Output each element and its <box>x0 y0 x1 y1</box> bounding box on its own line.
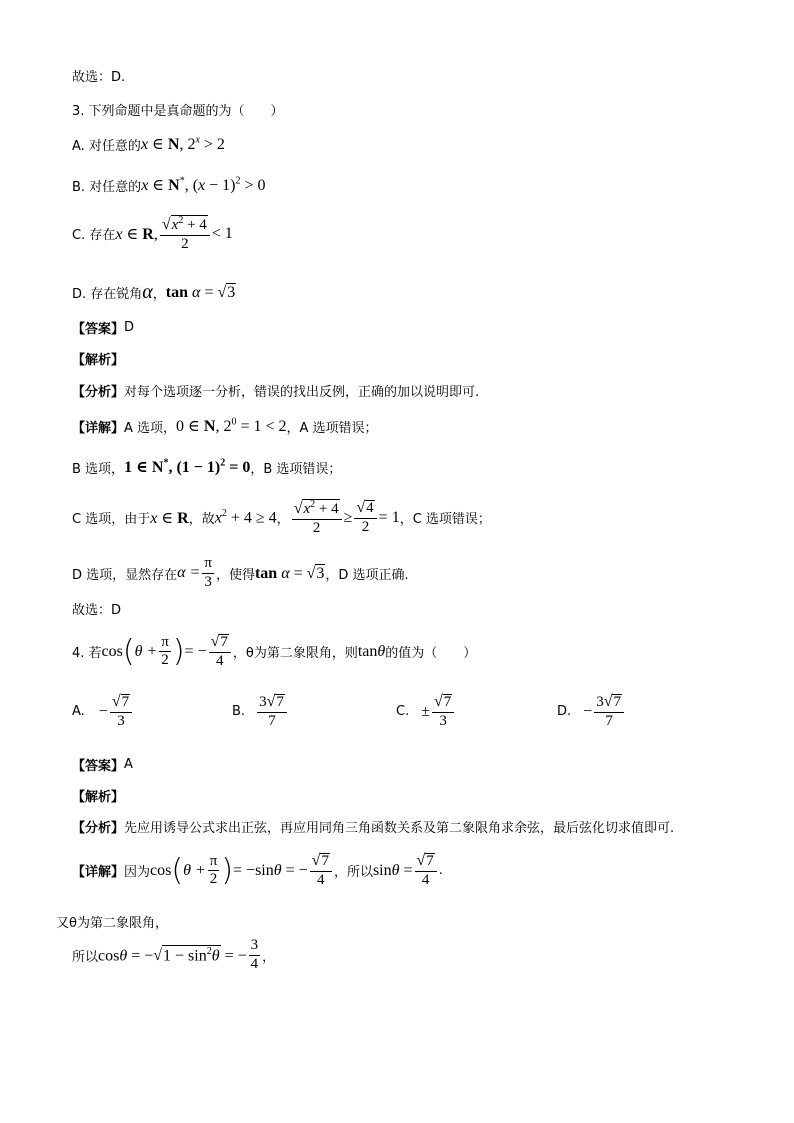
answer-tag: 【答案】 <box>72 759 125 774</box>
math-expr: = 1 <box>378 508 400 526</box>
q3-option-d <box>72 281 236 304</box>
fraction: √ 4 2 <box>354 500 376 536</box>
option-label: A. 对任意的 <box>72 138 141 154</box>
detail-3-c <box>72 499 491 537</box>
q3-option-c <box>72 215 233 253</box>
text: ， <box>276 512 290 528</box>
text: ，故 <box>188 512 215 528</box>
fenxi-3 <box>72 381 479 400</box>
option-label: B. <box>232 704 246 720</box>
answer-4 <box>72 755 133 774</box>
q4-option-c <box>396 694 456 730</box>
math-expr: x ∈ N*, $(x - 1)^2 > 0$ <box>141 175 266 194</box>
separator: ， <box>152 287 166 302</box>
fraction: √ 7 4 <box>415 853 437 889</box>
text: A 选项， <box>124 420 177 436</box>
text: 的值为（ ） <box>385 646 477 662</box>
text: 4. 若 <box>72 646 102 662</box>
answer-3 <box>72 318 134 337</box>
fraction: $\frac{\pi}{2}$ <box>161 633 169 669</box>
math-expr: α = <box>177 564 201 582</box>
math-expr: tanθ <box>357 642 386 660</box>
math-expr: − <box>583 702 593 720</box>
math-expr: − <box>98 702 108 720</box>
fenxi-tag: 【分析】 <box>72 385 125 400</box>
text: ， <box>262 949 276 965</box>
fraction: 3 √ 7 7 <box>257 694 287 730</box>
math-expr: < 1 <box>211 224 233 242</box>
text: 所以 <box>72 949 99 965</box>
answer-value: D <box>124 320 135 335</box>
detail-tag: 【详解】 <box>72 420 125 436</box>
conclusion-line-1 <box>72 66 125 85</box>
q3-option-b <box>72 175 266 195</box>
math-expr: $x^2 + 4 \ge 4$ <box>214 508 277 527</box>
text: . <box>438 863 443 879</box>
fenxi-text: 对每个选项逐一分析，错误的找出反例，正确的加以说明即可. <box>124 385 480 400</box>
fenxi-4 <box>72 817 674 836</box>
q4-option-b <box>232 694 289 730</box>
math-expr: x ∈ N, $2^x > 2$ <box>140 134 225 153</box>
text: 因为 <box>124 865 151 881</box>
text: ，C 选项错误； <box>399 512 491 528</box>
math-expr: = − <box>184 642 207 660</box>
fraction: 3 √ 7 7 <box>594 694 624 730</box>
math-expr: ≥ <box>343 508 353 526</box>
q3-option-a <box>72 134 225 154</box>
text: ，使得 <box>215 567 255 583</box>
text: D 选项，显然存在 <box>72 567 178 583</box>
text: ，所以 <box>333 865 373 881</box>
answer-tag: 【答案】 <box>72 322 125 337</box>
math-alpha: α <box>142 281 153 303</box>
math-expr: cos <box>101 642 123 660</box>
math-expr: cos <box>150 861 172 879</box>
fraction: √ $x^2 + 4$ 2 <box>292 499 342 537</box>
fraction: $\frac{\pi}{2}$ <box>209 852 218 888</box>
math-expr: ± <box>421 702 430 720</box>
paren: ) <box>172 633 185 669</box>
math-expr: tan α = √ 3 <box>165 284 236 301</box>
text: ，θ为第二象限角，则 <box>232 646 358 662</box>
line-suoyi <box>72 938 275 973</box>
text: 故选：D. <box>72 70 126 85</box>
option-label: C. <box>396 704 410 720</box>
fenxi-text: 先应用诱导公式求出正弦，再应用同角三角函数关系及第二象限角求余弦，最后弦化切求值即可. <box>124 821 675 836</box>
math-expr: x ∈ R, <box>115 225 158 243</box>
paren: ( <box>171 852 184 888</box>
text: C 选项，由于 <box>72 512 151 528</box>
paren: ) <box>221 852 234 888</box>
text: ，D 选项正确. <box>325 567 409 583</box>
detail-tag: 【详解】 <box>72 865 125 881</box>
analysis-heading-3 <box>72 349 124 368</box>
option-label: D. 存在锐角 <box>72 287 143 302</box>
question-3-stem <box>72 100 284 119</box>
q4-option-d <box>557 694 626 730</box>
text: ，A 选项错误； <box>286 420 378 436</box>
question-text: 3. 下列命题中是真命题的为（ ） <box>72 104 284 119</box>
math-expr: 0 ∈ N, $2^0 = 1 < 2$ <box>176 416 287 435</box>
detail-4 <box>72 853 443 889</box>
option-label: D. <box>557 704 572 720</box>
fraction: √ 7 3 <box>110 694 132 730</box>
question-4-stem <box>72 634 476 670</box>
math-expr: tan α = √ 3 <box>254 564 325 582</box>
analysis-heading-4 <box>72 786 124 805</box>
detail-3-a <box>72 416 378 436</box>
text: ，B 选项错误； <box>250 461 342 477</box>
detail-3-b <box>72 457 341 477</box>
option-label: A. <box>72 704 85 720</box>
analysis-tag: 【解析】 <box>72 353 125 368</box>
fraction: $\frac{3}{4}$ <box>250 937 259 972</box>
math-expr: 1 ∈ N*, $(1 - 1)^2 = 0$ <box>124 457 251 476</box>
fraction: √ 7 3 <box>432 694 454 730</box>
detail-3-d <box>72 556 409 591</box>
line-you <box>56 912 168 931</box>
math-expr: x ∈ R <box>150 509 189 527</box>
math-expr: = −sinθ = − <box>233 861 308 879</box>
q4-option-a <box>72 694 134 730</box>
fraction: √ $x^2 + 4$ 2 <box>160 215 210 253</box>
fraction: √ 7 4 <box>209 634 231 670</box>
fraction: √ 7 4 <box>310 853 332 889</box>
math-expr: θ + <box>134 642 158 660</box>
answer-value: A <box>124 757 133 772</box>
conclusion-line-2 <box>72 599 121 618</box>
fenxi-tag: 【分析】 <box>72 821 125 836</box>
option-label: C. 存在 <box>72 228 116 244</box>
text: 又θ为第二象限角， <box>56 916 168 931</box>
math-expr: sinθ = <box>372 861 413 879</box>
option-label: B. 对任意的 <box>72 179 142 195</box>
analysis-tag: 【解析】 <box>72 790 125 805</box>
math-expr: cosθ = − √ $1 - \sin^2\theta$ = − <box>98 946 247 965</box>
text: 故选：D <box>72 603 122 618</box>
paren: ( <box>122 633 135 669</box>
math-expr: θ + <box>183 861 206 879</box>
text: B 选项， <box>72 461 125 477</box>
fraction: $\frac{\pi}{3}$ <box>204 555 212 590</box>
